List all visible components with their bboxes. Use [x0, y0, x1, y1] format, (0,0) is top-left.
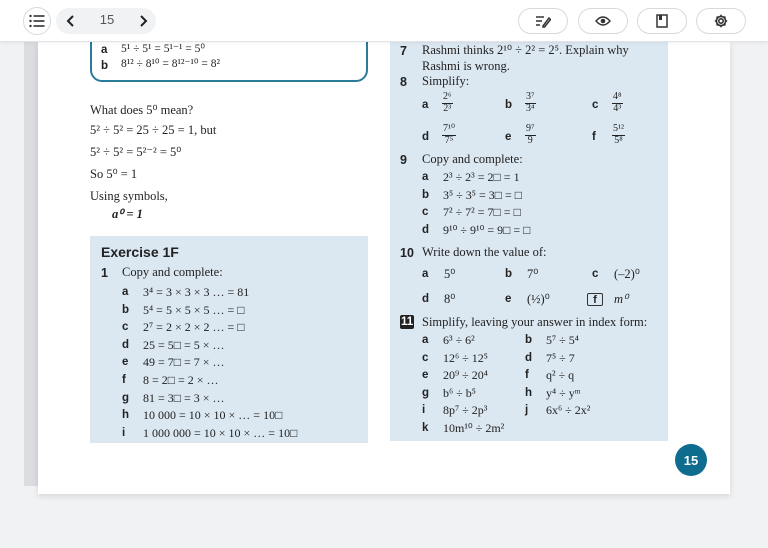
book-icon [656, 14, 668, 28]
q9-item-expr: 7² ÷ 7² = 7□ = □ [443, 205, 521, 219]
q10-item-label: e [505, 293, 512, 305]
exercise-item-label: b [122, 303, 130, 316]
exercise-item-expr: 81 = 3□ = 3 × … [143, 390, 225, 405]
q11-item-expr: q² ÷ q [546, 368, 575, 382]
q11-item-label: i [422, 404, 426, 416]
exercise-item-label: h [122, 409, 130, 422]
q10-item-label: f [587, 293, 603, 306]
q10-item-label: d [422, 293, 430, 305]
q10-item-expr: 7⁰ [527, 267, 539, 281]
q8-numerator: 5¹² [613, 123, 624, 134]
next-page-button[interactable] [132, 10, 154, 32]
top-toolbar [0, 0, 768, 42]
exercise-item-expr: 2⁷ = 2 × 2 × 2 … = □ [143, 320, 245, 335]
q8-denominator: 7⁵ [444, 134, 454, 146]
q8-numerator: 4⁸ [613, 91, 622, 102]
q8-text: Simplify: [422, 74, 470, 88]
explain-line-1: 5² ÷ 5² = 25 ÷ 25 = 1, but [90, 123, 217, 137]
menu-button[interactable] [23, 7, 51, 35]
q8-denominator: 3⁴ [526, 102, 535, 114]
q8-fraction [525, 124, 536, 146]
edit-icon [535, 14, 551, 28]
q9-item-label: d [422, 223, 430, 236]
exercise-item-label: c [122, 321, 129, 334]
exercise-item-expr: 10 000 = 10 × 10 × … = 10□ [143, 408, 283, 423]
q11-item-label: d [525, 351, 533, 364]
q8-item-label: b [505, 99, 513, 111]
exercise-item-label: i [122, 426, 126, 439]
exercise-item-label: d [122, 338, 130, 351]
q11-number: 11 [401, 316, 414, 328]
q9-text: Copy and complete: [422, 152, 523, 166]
q7-number: 7 [400, 44, 407, 58]
exercise-item-label: g [122, 391, 130, 404]
q8-item-label: c [592, 99, 599, 111]
key-label-a: a [101, 44, 108, 56]
q8-item-label: e [505, 131, 512, 143]
explain-question: What does 5⁰ mean? [90, 103, 194, 117]
q9-item-expr: 9¹⁰ ÷ 9¹⁰ = 9□ = □ [443, 222, 531, 237]
q10-item-expr: (–2)⁰ [614, 267, 640, 281]
q9-item-label: c [422, 206, 429, 218]
exercise-item-expr: 1 000 000 = 10 × 10 × … = 10□ [143, 425, 298, 440]
q10-item-label: c [592, 268, 599, 280]
q11-item-label: c [422, 351, 429, 364]
q8-fraction [612, 92, 623, 114]
q11-item-label: e [422, 369, 429, 381]
q10-item-label: a [422, 268, 429, 280]
explain-line-4: Using symbols, [90, 189, 168, 203]
q11-item-expr: 6³ ÷ 6² [443, 333, 475, 347]
gear-icon [714, 14, 728, 28]
page-number-field[interactable]: 15 [99, 12, 115, 27]
chevron-left-icon [66, 15, 76, 27]
q10-number: 10 [400, 246, 414, 260]
q8-numerator: 3⁷ [526, 91, 535, 102]
page-navigator [56, 8, 156, 34]
explain-rule: a⁰ = 1 [112, 207, 143, 221]
q8-item-label: a [422, 99, 429, 111]
q10-item-expr: 8⁰ [444, 292, 456, 306]
chevron-right-icon [138, 15, 148, 27]
q11-item-expr: 20⁹ ÷ 20⁴ [443, 368, 488, 382]
q8-denominator: 5⁸ [614, 134, 623, 146]
explain-line-2: 5² ÷ 5² = 5²⁻² = 5⁰ [90, 145, 182, 159]
q11-item-label: a [422, 334, 429, 346]
q11-item-label: b [525, 334, 533, 346]
q10-text: Write down the value of: [422, 245, 547, 259]
q8-number: 8 [400, 75, 407, 89]
key-expr-a: 5¹ ÷ 5¹ = 5¹⁻¹ = 5⁰ [121, 43, 206, 55]
exercise-item-expr: 3⁴ = 3 × 3 × 3 … = 81 [143, 285, 250, 299]
q11-item-expr: 5⁷ ÷ 5⁴ [546, 333, 579, 347]
q11-item-label: k [422, 421, 429, 434]
bookmark-button[interactable] [637, 8, 687, 34]
q8-item-label: f [592, 131, 596, 143]
q11-item-label: j [525, 404, 529, 416]
page-number-badge: 15 [675, 444, 707, 476]
q8-fraction [442, 92, 453, 114]
explain-line-3: So 5⁰ = 1 [90, 167, 138, 181]
q11-item-expr: y⁴ ÷ yᵐ [546, 385, 581, 400]
exercise-item-label: a [122, 286, 129, 298]
q11-item-expr: 7⁵ ÷ 7 [546, 350, 575, 365]
q8-numerator: 2⁶ [443, 91, 452, 102]
q11-item-expr: b⁶ ÷ b⁵ [443, 385, 476, 400]
q8-numerator: 9⁷ [526, 123, 535, 134]
q8-item-label: d [422, 131, 430, 143]
settings-button[interactable] [696, 8, 746, 34]
q11-item-label: g [422, 386, 430, 399]
q9-number: 9 [400, 153, 407, 167]
exercise-item-label: e [122, 356, 129, 369]
q9-item-expr: 3⁵ ÷ 3⁵ = 3□ = □ [443, 187, 522, 202]
q7-line-1: Rashmi thinks 2¹⁰ ÷ 2² = 2⁵. Explain why [422, 43, 629, 57]
q1-text: Copy and complete: [122, 265, 223, 279]
q11-item-expr: 12⁶ ÷ 12⁵ [443, 350, 488, 365]
q11-item-label: h [525, 386, 533, 399]
q8-fraction [612, 124, 625, 146]
q8-numerator: 7¹⁰ [443, 123, 456, 134]
key-expr-b: 8¹² ÷ 8¹⁰ = 8¹²⁻¹⁰ = 8² [121, 58, 220, 70]
exercise-item-expr: 49 = 7□ = 7 × … [143, 355, 225, 370]
q10-item-expr: m⁰ [614, 292, 629, 306]
menu-icon [29, 14, 45, 28]
exercise-title: Exercise 1F [101, 244, 179, 260]
annotate-button[interactable] [518, 8, 568, 34]
exercise-item-expr: 8 = 2□ = 2 × … [143, 373, 219, 387]
q1-number: 1 [101, 266, 108, 280]
q8-denominator: 4³ [613, 102, 622, 114]
q11-item-expr: 8p⁷ ÷ 2p³ [443, 403, 488, 417]
exercise-item-expr: 25 = 5□ = 5 × … [143, 337, 225, 352]
view-button[interactable] [578, 8, 628, 34]
q9-item-expr: 2³ ÷ 2³ = 2□ = 1 [443, 170, 520, 184]
q9-item-label: a [422, 171, 429, 183]
q11-item-expr: 10m¹⁰ ÷ 2m² [443, 420, 505, 435]
q8-fraction [525, 92, 536, 114]
key-label-b: b [101, 60, 109, 72]
exercise-item-expr: 5⁴ = 5 × 5 × 5 … = □ [143, 302, 245, 317]
eye-icon [595, 15, 611, 27]
q9-item-label: b [422, 188, 430, 201]
q11-text: Simplify, leaving your answer in index form: [422, 315, 648, 329]
q11-item-label: f [525, 369, 529, 381]
q10-item-label: b [505, 268, 513, 280]
previous-page-button[interactable] [60, 10, 82, 32]
q8-denominator: 9 [527, 134, 533, 146]
q8-fraction [442, 124, 456, 146]
q7-line-2: Rashmi is wrong. [422, 59, 510, 73]
q10-item-expr: 5⁰ [444, 267, 456, 281]
q11-item-expr: 6x⁶ ÷ 2x² [546, 403, 591, 417]
q8-denominator: 2³ [443, 102, 452, 114]
exercise-item-label: f [122, 374, 126, 386]
q10-item-expr: (½)⁰ [527, 292, 550, 306]
